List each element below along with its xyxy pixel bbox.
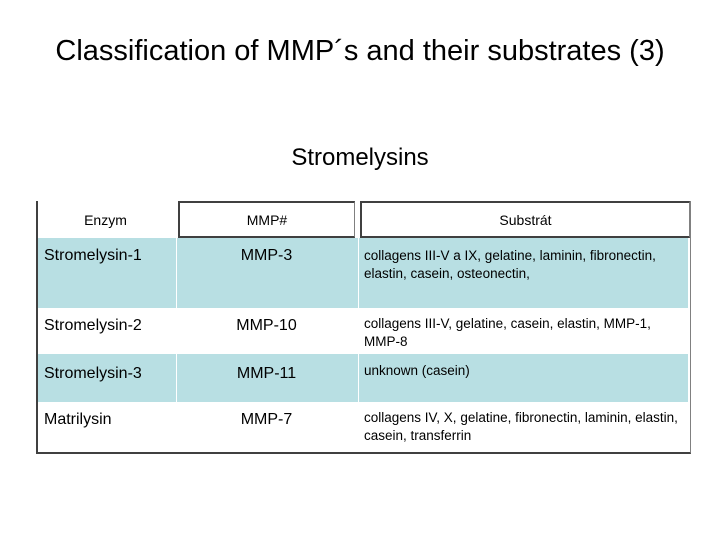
header-mmp-number: MMP# <box>178 201 355 238</box>
table-row <box>38 309 688 354</box>
header-substrate: Substrát <box>360 201 690 238</box>
slide-title: Classification of MMP´s and their substrates (3) <box>55 35 665 67</box>
cell-enzym: Stromelysin-3 <box>44 365 142 382</box>
cell-mmp-number: MMP-11 <box>236 365 297 382</box>
cell-substrate: collagens IV, X, gelatine, fibronectin, laminin, elastin, casein, transferrin <box>364 410 678 443</box>
table-row <box>38 354 688 402</box>
cell-substrate: collagens III-V, gelatine, casein, elastin, MMP-1, MMP-8 <box>364 316 651 349</box>
cell-substrate: collagens III-V a IX, gelatine, laminin, fibronectin, elastin, casein, osteonectin, <box>364 248 656 281</box>
cell-enzym: Matrilysin <box>44 411 112 428</box>
table-body <box>38 238 688 450</box>
cell-mmp-number: MMP-7 <box>240 411 293 428</box>
cell-enzym: Stromelysin-1 <box>44 247 142 264</box>
cell-mmp-number: MMP-10 <box>236 317 297 334</box>
table-row <box>38 238 688 308</box>
cell-enzym: Stromelysin-2 <box>44 317 142 334</box>
slide-subtitle: Stromelysins <box>291 144 429 171</box>
cell-substrate: unknown (casein) <box>364 363 470 378</box>
column-divider <box>358 238 359 450</box>
mmp-substrate-table <box>36 201 691 454</box>
cell-mmp-number: MMP-3 <box>240 247 293 264</box>
header-enzym: Enzym <box>38 201 173 238</box>
column-divider <box>176 238 177 450</box>
table-row <box>38 402 688 450</box>
